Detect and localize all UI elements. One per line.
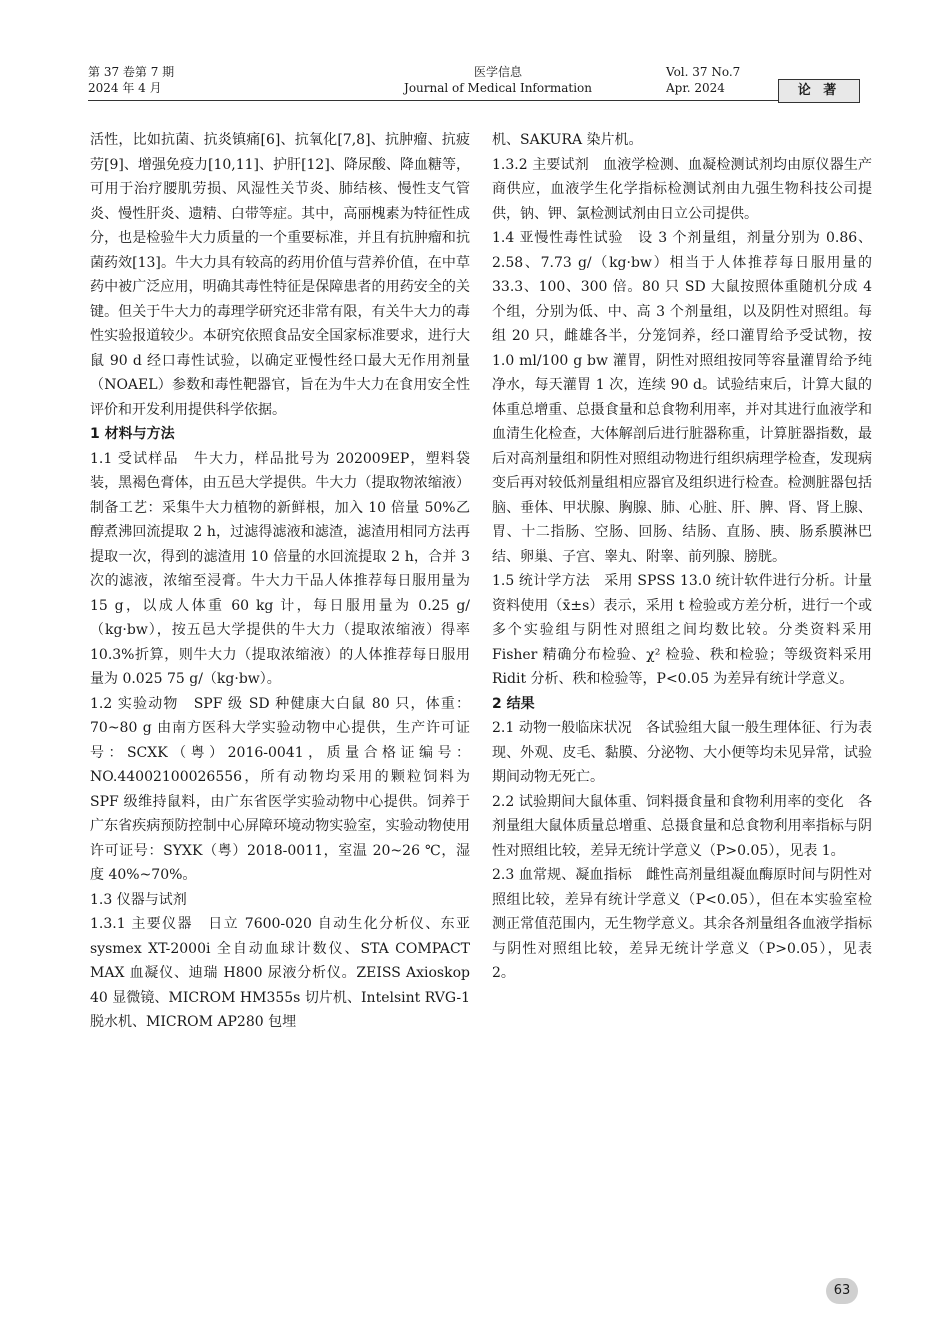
paragraph: 1.5 统计学方法 采用 SPSS 13.0 统计软件进行分析。计量资料使用（x̄±s）表示，采用 t 检验或方差分析，进行一个或多个实验组与阴性对照组之间均数比较。分类资料采用 Fisher 精确分布检验、χ² 检验、秩和检验；等级资料采用 Ridit 分析、秩和检验等，P<0.05 为差异有统计学意义。 xyxy=(492,573,872,687)
paragraph: 1.3.1 主要仪器 日立 7600-020 自动生化分析仪、东亚 sysmex XT-2000i 全自动血球计数仪、STA COMPACT MAX 血凝仪、迪瑞 H800 尿液分析仪。ZEISS Axioskop 40 显微镜、MICROM HM355s 切片机、Intelsint RVG-1 脱水机、MICROM AP280 包埋 xyxy=(90,916,470,1030)
section-heading: 2 结果 xyxy=(492,695,535,712)
page-header xyxy=(88,64,860,102)
section-heading: 1 材料与方法 xyxy=(90,426,175,442)
paragraph: 1.4 亚慢性毒性试验 设 3 个剂量组，剂量分别为 0.86、2.58、7.73 g/（kg·bw）相当于人体推荐每日服用量的 33.3、100、300 倍。80 只 SD 大鼠按照体重随机分成 4 个组，分别为低、中、高 3 个剂量组，以及阴性对照组。每组 20 只，雌雄各半，分笼饲养，经口灌胃给予受试物，按 1.0 ml/100 g bw 灌胃，阴性对照组按同等容量灌胃给予纯净水，每天灌胃 1 次，连续 90 d。试验结束后，计算大鼠的体重总增重、总摄食量和总食物利用率，并对其进行血液学和血清生化检查，大体解剖后进行脏器称重，计算脏器指数，最后对高剂量组和阴性对照组动物进行组织病理学检查，发现病变后再对较低剂量组相应器官及组织进行检查。检测脏器包括脑、垂体、甲状腺、胸腺、肺、心脏、肝、脾、肾、肾上腺、胃、十二指肠、空肠、回肠、结肠、直肠、胰、肠系膜淋巴结、卵巢、子宫、睾丸、附睾、前列腺、膀胱。 xyxy=(492,230,872,565)
paragraph: 2.2 试验期间大鼠体重、饲料摄食量和食物利用率的变化 各剂量组大鼠体质量总增重、总摄食量和总食物利用率指标与阴性对照组比较，差异无统计学意义（P>0.05），见表 1。 xyxy=(492,793,872,859)
page-number: 63 xyxy=(826,1278,858,1304)
issue-volume-en: Vol. 37 No.7 xyxy=(666,65,741,79)
journal-issue-en xyxy=(666,64,740,96)
issue-date: 2024 年 4 月 xyxy=(88,81,162,95)
paragraph: 1.1 受试样品 牛大力，样品批号为 202009EP，塑料袋装，黑褐色膏体，由五邑大学提供。牛大力（提取物浓缩液）制备工艺：采集牛大力植物的新鲜根，加入 10 倍量 50%乙醇煮沸回流提取 2 h，过滤得滤液和滤渣，滤渣用相同方法再提取一次，得到的滤渣用 10 倍量的水回流提取 2 h，合并 3 次的滤液，浓缩至浸膏。牛大力干品人体推荐每日服用量为 15 g，以成人体重 60 kg 计，每日服用量为 0.25 g/（kg·bw），按五邑大学提供的牛大力（提取浓缩液）得率 10.3%折算，则牛大力（提取浓缩液）的人体推荐每日服用量为 0.025 75 g/（kg·bw）。 xyxy=(90,450,470,687)
paragraph: 1.3.2 主要试剂 血液学检测、血凝检测试剂均由原仪器生产商供应，血液学生化学指标检测试剂由九强生物科技公司提供，钠、钾、氯检测试剂由日立公司提供。 xyxy=(492,156,872,222)
article-type-badge: 论 著 xyxy=(778,79,860,103)
issue-date-en: Apr. 2024 xyxy=(666,81,725,95)
journal-issue xyxy=(88,64,174,96)
paragraph: 2.1 动物一般临床状况 各试验组大鼠一般生理体征、行为表现、外观、皮毛、黏膜、分泌物、大小便等均未见异常，试验期间动物无死亡。 xyxy=(492,720,872,785)
left-column xyxy=(90,128,470,1035)
journal-title xyxy=(388,64,608,96)
paragraph: 活性，比如抗菌、抗炎镇痛[6]、抗氧化[7,8]、抗肿瘤、抗疲劳[9]、增强免疫力[10,11]、护肝[12]、降尿酸、降血糖等，可用于治疗腰肌劳损、风湿性关节炎、肺结核、慢性支气管炎、慢性肝炎、遗精、白带等症。其中，高丽槐素为特征性成分，也是检验牛大力质量的一个重要标准，并且有抗肿瘤和抗菌药效[13]。牛大力具有较高的药用价值与营养价值，在中草药中被广泛应用，明确其毒性特征是保障患者的用药安全的关键。但关于牛大力的毒理学研究还非常有限，有关牛大力的毒性实验报道较少。本研究依照食品安全国家标准要求，进行大鼠 90 d 经口毒性试验，以确定亚慢性经口最大无作用剂量（NOAEL）参数和毒性靶器官，旨在为牛大力在食用安全性评价和开发利用提供科学依据。 xyxy=(90,132,470,418)
paragraph: 2.3 血常规、凝血指标 雌性高剂量组凝血酶原时间与阴性对照组比较，差异有统计学意义（P<0.05），但在本实验室检测正常值范围内，无生物学意义。其余各剂量组各血液学指标与阴性对照组比较，差异无统计学意义（P>0.05），见表 2。 xyxy=(492,867,872,981)
paragraph: 1.2 实验动物 SPF 级 SD 种健康大白鼠 80 只，体重：70~80 g 由南方医科大学实验动物中心提供，生产许可证号：SCXK（粤）2016-0041，质量合格证编号：NO.44002100026556，所有动物均采用的颗粒饲料为 SPF 级维持鼠料，由广东省医学实验动物中心提供。饲养于广东省疾病预防控制中心屏障环境动物实验室，实验动物使用许可证号：SYXK（粤）2018-0011，室温 20~26 ℃，湿度 40%~70%。 xyxy=(90,695,470,883)
paragraph: 机、SAKURA 染片机。 xyxy=(492,132,643,148)
right-column xyxy=(492,128,872,986)
journal-title-en: Journal of Medical Information xyxy=(404,81,592,95)
journal-title-cn: 医学信息 xyxy=(473,65,522,79)
subsection-heading: 1.3 仪器与试剂 xyxy=(90,891,187,908)
issue-volume: 第 37 卷第 7 期 xyxy=(88,65,175,79)
header-rule xyxy=(88,100,778,101)
